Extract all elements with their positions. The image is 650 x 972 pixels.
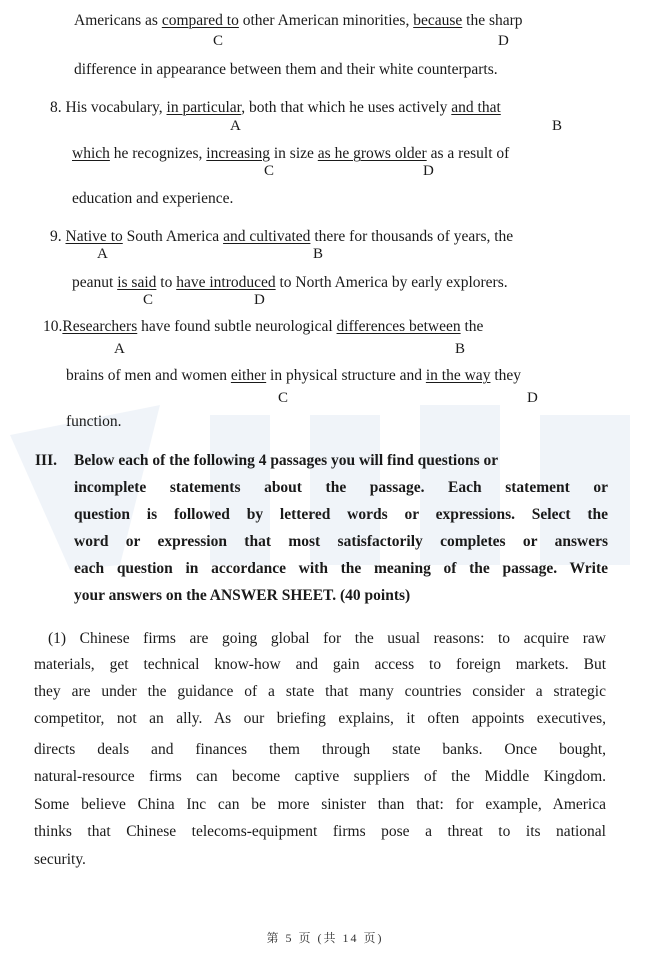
q10-label-a: A bbox=[114, 341, 125, 357]
passage-1-line-5: directs deals and finances them through state banks. Once bought, bbox=[34, 741, 606, 758]
q7-text: the sharp bbox=[462, 12, 523, 29]
q10-label-c: C bbox=[278, 390, 289, 406]
q9-text: there for thousands of years, the bbox=[310, 228, 514, 245]
q7-label-c: C bbox=[213, 33, 224, 49]
passage-1-line-3: they are under the guidance of a state that many countries consider a strategic bbox=[34, 683, 606, 700]
q8-label-a: A bbox=[230, 118, 241, 134]
q9-label-c: C bbox=[143, 292, 154, 308]
q8-label-c: C bbox=[264, 163, 275, 179]
q9-option-c: is said bbox=[117, 274, 157, 291]
passage-1-line-7: Some believe China Inc can be more sinister than that: for example, America bbox=[34, 796, 606, 813]
q9-text: to bbox=[156, 274, 177, 291]
q7-text: Americans as bbox=[74, 12, 162, 29]
passage-1-line-6: natural-resource firms can become captive suppliers of the Middle Kingdom. bbox=[34, 768, 606, 785]
passage-1-line-8: thinks that Chinese telecoms-equipment firms pose a threat to its national bbox=[34, 823, 606, 840]
section-3-line-5: each question in accordance with the meaning of the passage. Write bbox=[74, 560, 608, 577]
q9-line-1 bbox=[50, 228, 513, 246]
q8-text: as a result of bbox=[426, 145, 510, 162]
passage-1-line-2: materials, get technical know-how and gain access to foreign markets. But bbox=[34, 656, 606, 673]
q7-text: other American minorities, bbox=[238, 12, 414, 29]
q8-option-b: and that bbox=[451, 99, 501, 116]
q9-option-b: and cultivated bbox=[223, 228, 311, 245]
section-3-line-6: your answers on the ANSWER SHEET. (40 points) bbox=[74, 587, 411, 604]
q10-option-d: in the way bbox=[425, 367, 491, 384]
q8-text: in size bbox=[270, 145, 318, 162]
q8-text: His vocabulary, bbox=[61, 99, 167, 116]
q8-line-1 bbox=[50, 99, 501, 117]
section-3-numeral: III. bbox=[35, 452, 57, 469]
q8-line-2 bbox=[72, 145, 509, 163]
q8-label-b: B bbox=[552, 118, 563, 134]
passage-1-line-4: competitor, not an ally. As our briefing explains, it often appoints executives, bbox=[34, 710, 606, 727]
passage-1-line-9: security. bbox=[34, 851, 86, 868]
q10-label-d: D bbox=[527, 390, 538, 406]
q7-option-c: compared to bbox=[161, 12, 239, 29]
section-3-text: Below each of the following 4 passages you will find questions or bbox=[74, 452, 499, 469]
page-number-footer: 第 5 页 (共 14 页) bbox=[266, 931, 384, 945]
q7-line-1 bbox=[74, 12, 523, 30]
q9-text: peanut bbox=[72, 274, 118, 291]
q8-option-c: increasing bbox=[206, 145, 270, 162]
q9-line-2 bbox=[72, 274, 508, 292]
section-3-line-4: word or expression that most satisfactorily completes or answers bbox=[74, 533, 608, 550]
section-3-line-3: question is followed by lettered words or expressions. Select the bbox=[74, 506, 608, 523]
passage-1-line-1: (1) Chinese firms are going global for the usual reasons: to acquire raw bbox=[48, 630, 606, 647]
q8-text: , both that which he uses actively bbox=[241, 99, 452, 116]
q10-label-b: B bbox=[455, 341, 466, 357]
q9-label-a: A bbox=[97, 246, 108, 262]
q10-option-a: Researchers bbox=[62, 318, 138, 335]
q10-text: brains of men and women bbox=[66, 367, 231, 384]
q8-option-b-cont: which bbox=[72, 145, 110, 162]
q9-number: 9. bbox=[50, 228, 62, 245]
q9-option-d: have introduced bbox=[176, 274, 276, 291]
q7-option-d: because bbox=[413, 12, 463, 29]
q7-label-d: D bbox=[498, 33, 509, 49]
q10-number: 10. bbox=[43, 318, 63, 335]
q10-line-3: function. bbox=[66, 413, 122, 430]
q10-text: the bbox=[460, 318, 484, 335]
q10-text: have found subtle neurological bbox=[137, 318, 337, 335]
q10-line-2 bbox=[66, 367, 521, 385]
q10-text: they bbox=[490, 367, 522, 384]
q8-line-3: education and experience. bbox=[72, 190, 234, 207]
q10-option-c: either bbox=[230, 367, 267, 384]
q8-text: he recognizes, bbox=[109, 145, 207, 162]
q8-number: 8. bbox=[50, 99, 62, 116]
q8-label-d: D bbox=[423, 163, 434, 179]
q8-option-a: in particular bbox=[166, 99, 242, 116]
q8-option-d: as he grows older bbox=[317, 145, 427, 162]
section-3-line-2: incomplete statements about the passage. Each statement or bbox=[74, 479, 608, 496]
q9-text: to North America by early explorers. bbox=[275, 274, 508, 291]
section-3-line-1 bbox=[74, 452, 608, 470]
q10-option-b: differences between bbox=[336, 318, 461, 335]
q9-label-d: D bbox=[254, 292, 265, 308]
q10-line-1 bbox=[43, 318, 483, 336]
q10-text: in physical structure and bbox=[266, 367, 426, 384]
q9-option-a: Native to bbox=[65, 228, 123, 245]
q7-line-2: difference in appearance between them and their white counterparts. bbox=[74, 61, 498, 78]
q9-label-b: B bbox=[313, 246, 324, 262]
q9-text: South America bbox=[122, 228, 224, 245]
